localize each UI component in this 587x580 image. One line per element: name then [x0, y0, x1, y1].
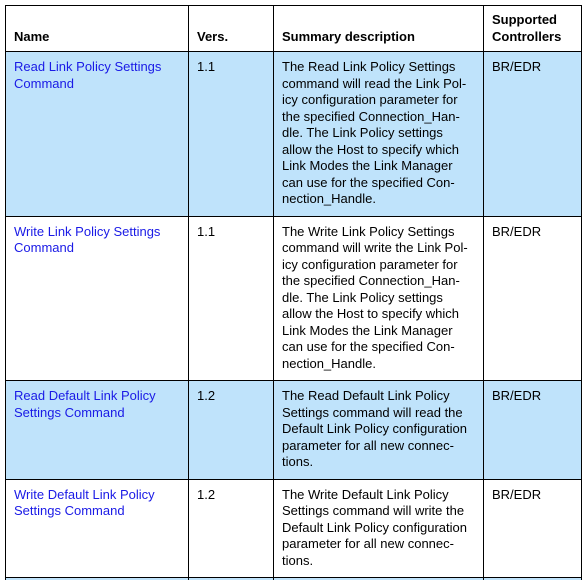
command-link[interactable]: Read Default Link Policy Settings Command	[14, 388, 156, 420]
summary-cell: The Write Default Link Policy Settings command will write the Default Link Policy configuration parameter for all new connec-tions.	[274, 479, 484, 578]
header-summary: Summary description	[274, 6, 484, 52]
controllers-cell: BR/EDR	[484, 479, 582, 578]
header-row	[6, 6, 582, 52]
table-row	[6, 52, 582, 217]
header-controllers-line1: Supported	[492, 12, 557, 27]
summary-cell: The Write Link Policy Settings command will write the Link Pol-icy configuration parameter for the specified Connection_Han-dle. The Link Policy settings allow the Host to specify which Link Modes the Link Manager can use for the specified Con-nection_Handle.	[274, 216, 484, 381]
command-link[interactable]: Write Link Policy Settings Command	[14, 224, 160, 256]
controllers-cell: BR/EDR	[484, 216, 582, 381]
table-row	[6, 381, 582, 480]
version-cell: 1.2	[189, 479, 274, 578]
version-cell: 1.1	[189, 52, 274, 217]
name-cell	[6, 216, 189, 381]
header-name: Name	[6, 6, 189, 52]
command-link[interactable]: Write Default Link Policy Settings Command	[14, 487, 155, 519]
version-cell: 1.2	[189, 381, 274, 480]
table-row	[6, 216, 582, 381]
controllers-cell: BR/EDR	[484, 52, 582, 217]
header-version: Vers.	[189, 6, 274, 52]
header-controllers	[484, 6, 582, 52]
commands-table	[5, 5, 582, 580]
controllers-cell: BR/EDR	[484, 381, 582, 480]
version-cell: 1.1	[189, 216, 274, 381]
header-controllers-line2: Controllers	[492, 29, 561, 44]
name-cell	[6, 52, 189, 217]
summary-cell: The Read Default Link Policy Settings command will read the Default Link Policy configuration parameter for all new connec-tions.	[274, 381, 484, 480]
summary-cell: The Read Link Policy Settings command will read the Link Pol-icy configuration parameter for the specified Connection_Han-dle. The Link Policy settings allow the Host to specify which Link Modes the Link Manager can use for the specified Con-nection_Handle.	[274, 52, 484, 217]
command-link[interactable]: Read Link Policy Settings Command	[14, 59, 161, 91]
name-cell	[6, 381, 189, 480]
